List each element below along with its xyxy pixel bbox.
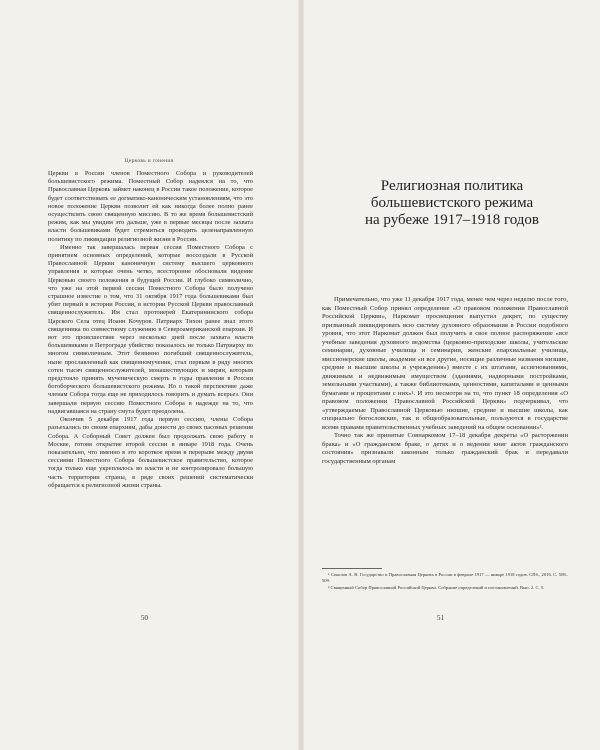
paragraph: Именно так завершалась первая сессия Поместного Собора с принятием основных определений, которые воссоздали в Русской Православной Церкви каноничную систему высшего церковного управления и которые очень четко, всесторонне обосновали видение Церковью своего положения в будущей России. И глубоко символично, что уже на этой первой сессии Поместного Собора было получено страшное известие о том, что 31 октября 1917 года большевиками был убит первый в истории России, в истории Русской Церкви православный священнослужитель. Им стал протоиерей Екатерининского собора Царского Села отец Иоанн Кочуров. Патриарх Тихон ранее знал этого священника по совместному служению в Североамериканской епархии. И вот это происшествие через несколько дней после захвата власти большевиками в Петрограде убийство показалось не только Патриарху во многом символичным. Этот безвинно погибший священнослужитель, ныне прославленный как священномученик, стал первым в ряду многих сотен тысяч священнослужителей, монашествующих и мирян, которым предстояло принять мученическую смерть в годы правления в России богоборческого большевистского режима. Но о такой перспективе даже членам Собора тогда еще не приходилось говорить и думать всерьез. Они завершали первую сессию Поместного Собора в надежде на то, что надвигавшаяся на страну смута будет преодолена. (48, 243, 253, 415)
left-text-block (48, 170, 253, 490)
footnote: ² Священный Собор Православной Российской Церкви. Собрание определений и постановлений. Вып. 2. С. 5. (328, 585, 545, 590)
running-head: Церковь и гонения (124, 158, 174, 164)
chapter-title-line: Религиозная политика (380, 178, 524, 194)
page-number: 50 (141, 614, 148, 622)
footnote: ¹ Соколов А. В. Государство и Православная Церковь в России в феврале 1917 — январе 1918 годов. СПб., 2016. С. 508–509. (322, 572, 568, 583)
chapter-title-line: большевистского режима (370, 195, 534, 211)
footnote-rule (322, 568, 382, 569)
paragraph: Окончив 5 декабря 1917 года первую сессию, члены Собора разъехались по своим епархиям, дабы донести до своих пасомых решения Собора. А Соборный Совет должен был продолжать свою работу в Москве, готовя открытие второй сессии в январе 1918 года. Очень показательно, что именно в это короткое время в перерыве между двумя сессиями Поместного Собора большевистское правительство, которое тогда только еще укреплялось во власти и не контролировало большую часть территории страны, в ряде своих решений систематически обращается к религиозной жизни страны. (48, 416, 253, 489)
paragraph: Церкви в России членов Поместного Собора и руководителей большевистского режима. Поместный Собор надеялся на то, что Православная Церковь займет наконец в России такое положение, которое будет соответствовать ее догматико-каноническим установлениям, что это новое положение Церкви позволит ей как никогда более полно ранее осуществлять свою священную миссию. В то же время большевистский режим, как мы увидим это дальше, уже в первые месяцы после захвата власти большевиками будет стремиться проводить целенаправленную политику по ликвидации религиозной жизни в России. (48, 170, 253, 243)
right-page (304, 0, 600, 750)
page-number: 51 (437, 614, 444, 622)
paragraph: Примечательно, что уже 11 декабря 1917 года, менее чем через неделю после того, как Поместный Собор принял определение «О правовом положении Православной Российской Церкви», Наркомат просвещения выпустил декрет, по существу призванный ликвидировать всю систему духовного образования в России подобного уровня, что этот Наркомат должен был получить в свое полное распоряжение «все учебные заведения духовного ведомства (церковно-приходские школы, учительские семинарии, духовные училища и семинарии, женские епархиальные училища, миссионерские школы, академии «и все другие, носящие различные названия низшие, средние и высшие школы и учреждения») вместе с их штатами, ассигнованиями, движимым и недвижимым имуществом (зданиями, надворными постройками, земельными участками), а также библиотеками, ценностями, капиталами и ценными бумагами и процентами с них»¹. И это несмотря на то, что пункт 18 определения «О правовом положении Православной Российской Церкви» подчеркивал, что «утверждаемые Православной Церковью низшие, средние и высшие школы, как специально богословские, так и общеобразовательные, пользуются в государстве всеми правами правительственных учебных заведений на общем основании»². (322, 296, 568, 431)
right-text-block (322, 296, 568, 466)
footnotes (322, 572, 568, 592)
paragraph: Точно так же принятые Совнаркомом 17–18 декабря декреты «О расторжении брака» и «О гражданском браке, о детях и о ведении книг актов гражданского состояния» признавали законным только гражданский брак и передавали государственным органам (322, 432, 568, 465)
left-page (0, 0, 298, 750)
chapter-title-line: на рубеже 1917–1918 годов (364, 212, 540, 228)
chapter-title (304, 178, 600, 229)
